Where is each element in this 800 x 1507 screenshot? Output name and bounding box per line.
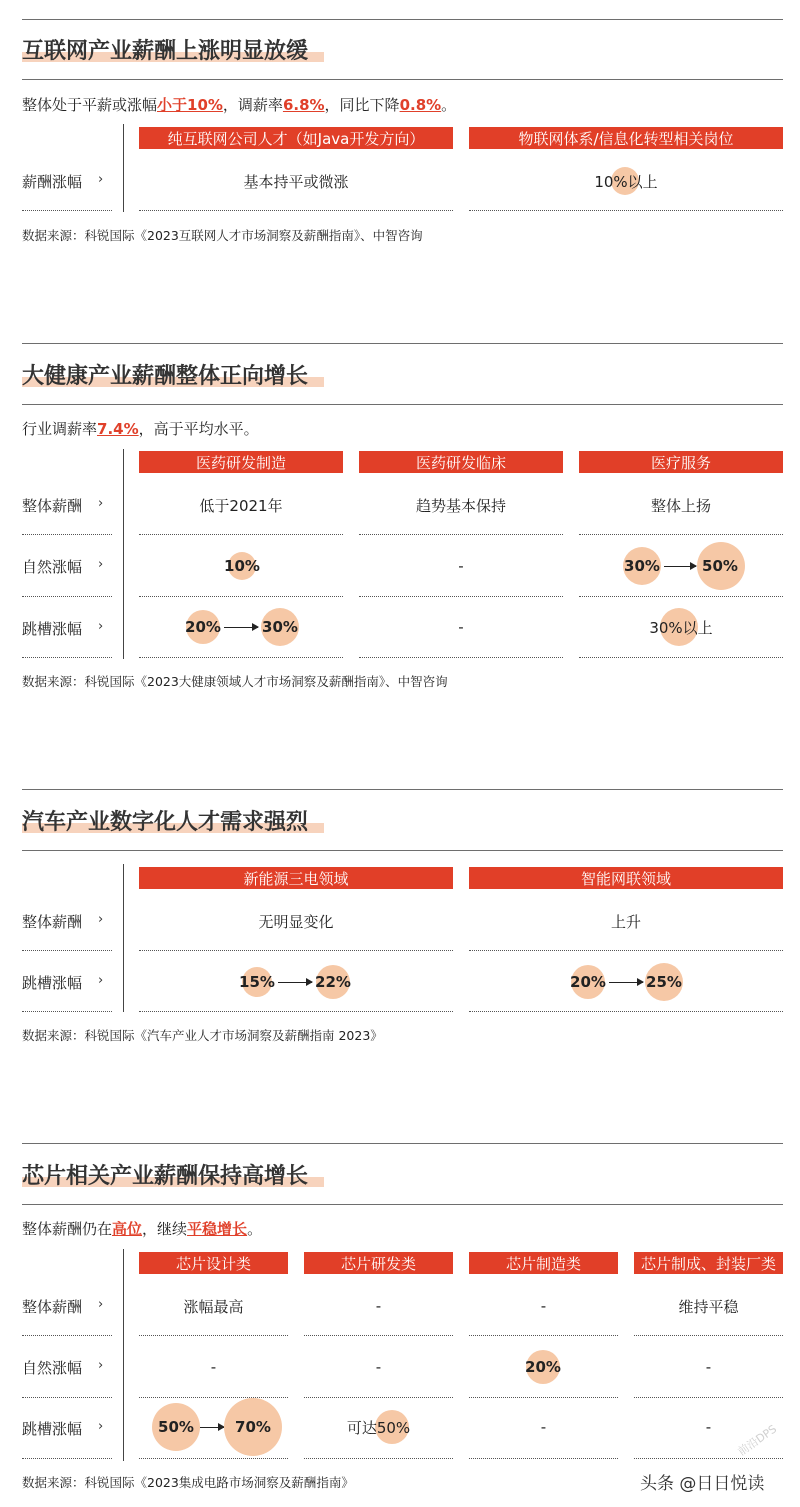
table-cell: - xyxy=(705,1358,712,1376)
table-cell: 可达50% xyxy=(346,1418,411,1437)
row-divider xyxy=(579,596,783,597)
table-cell: - xyxy=(375,1358,382,1376)
row-divider xyxy=(22,210,112,211)
arrow-right-icon xyxy=(609,982,643,983)
row-divider xyxy=(22,950,112,951)
section-description: 行业调薪率7.4%，高于平均水平。 xyxy=(22,420,259,438)
row-divider xyxy=(304,1397,453,1398)
column-header: 医疗服务 xyxy=(579,451,783,473)
percent-value: 25% xyxy=(646,973,682,991)
table-divider xyxy=(123,1249,124,1461)
row-divider xyxy=(469,1011,783,1012)
row-divider xyxy=(139,1011,453,1012)
row-divider xyxy=(579,657,783,658)
row-divider xyxy=(359,596,563,597)
percent-value: 20% xyxy=(185,618,221,636)
row-label: 自然涨幅 xyxy=(22,1359,83,1377)
row-divider xyxy=(139,534,343,535)
section-title: 芯片相关产业薪酬保持高增长 xyxy=(22,1164,309,1189)
percent-value: 20% xyxy=(525,1358,561,1376)
row-divider xyxy=(139,657,343,658)
table-cell: - xyxy=(375,1297,382,1315)
row-label: 跳槽涨幅 xyxy=(22,620,83,638)
section-top-rule xyxy=(22,1143,783,1144)
chevron-right-icon: › xyxy=(98,1297,104,1312)
section-top-rule xyxy=(22,789,783,790)
row-divider xyxy=(22,1458,112,1459)
column-header: 芯片设计类 xyxy=(139,1252,288,1274)
row-label: 整体薪酬 xyxy=(22,1298,83,1316)
column-header: 芯片制成、封装厂类 xyxy=(634,1252,783,1274)
percent-value: 50% xyxy=(702,557,738,575)
percent-value: 20% xyxy=(570,973,606,991)
row-divider xyxy=(359,534,563,535)
data-source: 数据来源：科锐国际《2023集成电路市场洞察及薪酬指南》 xyxy=(22,1475,354,1490)
row-label: 整体薪酬 xyxy=(22,497,83,515)
table-cell: 维持平稳 xyxy=(678,1297,739,1316)
data-source: 数据来源：科锐国际《2023互联网人才市场洞察及薪酬指南》、中智咨询 xyxy=(22,228,423,243)
table-cell: - xyxy=(458,557,464,575)
section-top-rule xyxy=(22,343,783,344)
section-title: 汽车产业数字化人才需求强烈 xyxy=(22,810,309,835)
column-header: 医药研发制造 xyxy=(139,451,343,473)
section-title-rule xyxy=(22,404,783,405)
table-divider xyxy=(123,124,124,212)
percent-value: 50% xyxy=(158,1418,194,1436)
row-divider xyxy=(634,1335,783,1336)
table-cell: 基本持平或微涨 xyxy=(243,172,349,191)
row-divider xyxy=(139,950,453,951)
row-divider xyxy=(579,534,783,535)
column-header: 新能源三电领域 xyxy=(139,867,453,889)
arrow-right-icon xyxy=(224,627,258,628)
chevron-right-icon: › xyxy=(98,496,104,511)
chevron-right-icon: › xyxy=(98,912,104,927)
row-divider xyxy=(22,1397,112,1398)
row-divider xyxy=(304,1335,453,1336)
chevron-right-icon: › xyxy=(98,1419,104,1434)
column-header: 芯片制造类 xyxy=(469,1252,618,1274)
table-cell: 10%以上 xyxy=(594,172,658,191)
arrow-right-icon xyxy=(278,982,312,983)
column-header: 芯片研发类 xyxy=(304,1252,453,1274)
data-source: 数据来源：科锐国际《2023大健康领域人才市场洞察及薪酬指南》、中智咨询 xyxy=(22,674,448,689)
table-cell: 趋势基本保持 xyxy=(415,496,506,515)
percent-value: 70% xyxy=(235,1418,271,1436)
table-cell: 整体上扬 xyxy=(650,496,711,515)
row-label: 跳槽涨幅 xyxy=(22,1420,83,1438)
section-top-rule xyxy=(22,19,783,20)
section-description: 整体薪酬仍在高位，继续平稳增长。 xyxy=(22,1220,263,1238)
percent-value: 22% xyxy=(315,973,351,991)
column-header: 纯互联网公司人才（如Java开发方向） xyxy=(139,127,453,149)
row-divider xyxy=(469,1458,618,1459)
section-title-rule xyxy=(22,850,783,851)
chevron-right-icon: › xyxy=(98,557,104,572)
section-title-rule xyxy=(22,1204,783,1205)
percent-value: 15% xyxy=(239,973,275,991)
arrow-right-icon xyxy=(664,566,696,567)
chevron-right-icon: › xyxy=(98,1358,104,1373)
table-cell: - xyxy=(210,1358,217,1376)
percent-value: 10% xyxy=(224,557,260,575)
row-divider xyxy=(469,1335,618,1336)
row-divider xyxy=(634,1397,783,1398)
row-divider xyxy=(139,1335,288,1336)
row-divider xyxy=(304,1458,453,1459)
row-divider xyxy=(469,950,783,951)
row-divider xyxy=(469,1397,618,1398)
table-cell: - xyxy=(540,1297,547,1315)
arrow-right-icon xyxy=(200,1427,224,1428)
row-divider xyxy=(22,657,112,658)
table-cell: 无明显变化 xyxy=(258,912,334,931)
column-header: 医药研发临床 xyxy=(359,451,563,473)
watermark: 头条 @日日悦读 xyxy=(640,1474,765,1494)
row-label: 自然涨幅 xyxy=(22,558,83,576)
row-label: 跳槽涨幅 xyxy=(22,974,83,992)
row-divider xyxy=(634,1458,783,1459)
column-header: 物联网体系/信息化转型相关岗位 xyxy=(469,127,783,149)
row-label: 薪酬涨幅 xyxy=(22,173,83,191)
section-title: 大健康产业薪酬整体正向增长 xyxy=(22,364,309,389)
table-cell: - xyxy=(458,618,464,636)
row-divider xyxy=(359,657,563,658)
chevron-right-icon: › xyxy=(98,619,104,634)
row-divider xyxy=(22,596,112,597)
table-cell: 低于2021年 xyxy=(199,496,283,515)
chevron-right-icon: › xyxy=(98,172,104,187)
row-divider xyxy=(22,1335,112,1336)
percent-value: 30% xyxy=(262,618,298,636)
table-divider xyxy=(123,449,124,659)
table-cell: - xyxy=(705,1418,712,1436)
data-source: 数据来源：科锐国际《汽车产业人才市场洞察及薪酬指南 2023》 xyxy=(22,1028,383,1043)
chevron-right-icon: › xyxy=(98,973,104,988)
section-description: 整体处于平薪或涨幅小于10%，调薪率6.8%，同比下降0.8%。 xyxy=(22,96,457,114)
row-divider xyxy=(139,210,453,211)
row-divider xyxy=(22,1011,112,1012)
section-title-rule xyxy=(22,79,783,80)
table-cell: - xyxy=(540,1418,547,1436)
row-divider xyxy=(469,210,783,211)
percent-value: 30% xyxy=(624,557,660,575)
faint-watermark: 前沿DPS xyxy=(735,1422,780,1459)
column-header: 智能网联领域 xyxy=(469,867,783,889)
table-divider xyxy=(123,864,124,1012)
table-cell: 上升 xyxy=(610,912,641,931)
row-divider xyxy=(22,534,112,535)
table-cell: 涨幅最高 xyxy=(183,1297,244,1316)
row-label: 整体薪酬 xyxy=(22,913,83,931)
row-divider xyxy=(139,1397,288,1398)
row-divider xyxy=(139,1458,288,1459)
table-cell: 30%以上 xyxy=(649,618,713,637)
section-title: 互联网产业薪酬上涨明显放缓 xyxy=(22,39,309,64)
row-divider xyxy=(139,596,343,597)
